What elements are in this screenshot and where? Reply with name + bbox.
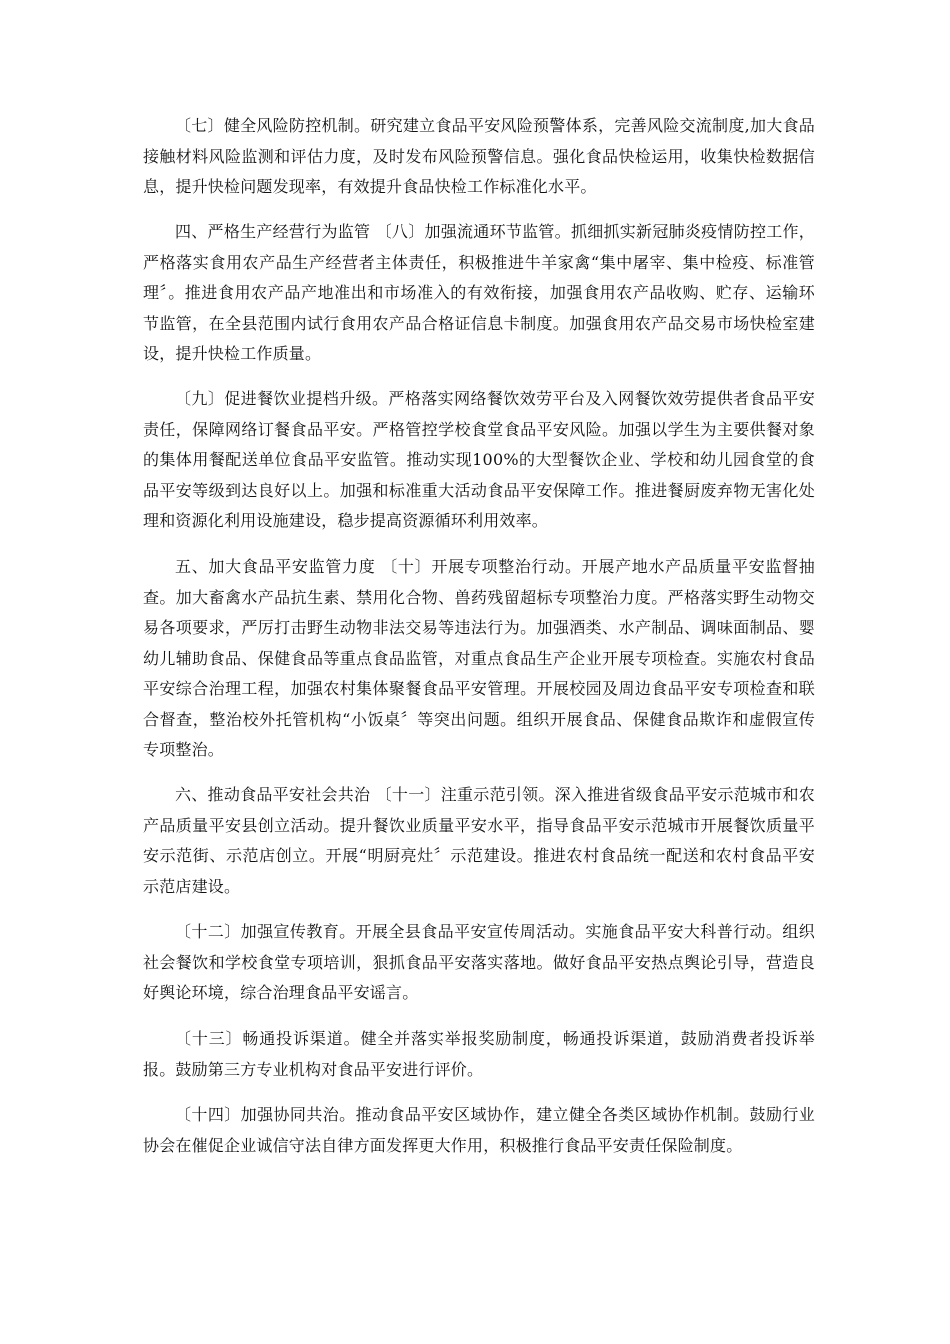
paragraph-supervision-intensity: 五、加大食品平安监管力度 〔十〕开展专项整治行动。开展产地水产品质量平安监督抽查。加大畜禽水产品抗生素、禁用化合物、兽药残留超标专项整治力度。严格落实野生动物交易各项要求，严厉打击野生动物非法交易等违法行为。加强酒类、水产制品、调味面制品、婴幼儿辅助食品、保健食品等重点食品监管，对重点食品生产企业开展专项检查。实施农村食品平安综合治理工程，加强农村集体聚餐食品平安管理。开展校园及周边食品平安专项检查和联合督查，整治校外托管机构“小饭桌〞等突出问题。组织开展食品、保健食品欺诈和虚假宣传专项整治。: [143, 557, 815, 759]
paragraph-production-supervision: 四、严格生产经营行为监管 〔八〕加强流通环节监管。抓细抓实新冠肺炎疫情防控工作，严格落实食用农产品生产经营者主体责任，积极推进牛羊家禽“集中屠宰、集中检疫、标准管理〞。推进食用农产品产地准出和市场准入的有效衔接，加强食用农产品收购、贮存、运输环节监管，在全县范围内试行食用农产品合格证信息卡制度。加强食用农产品交易市场快检室建设，提升快检工作质量。: [143, 222, 815, 363]
paragraph-complaint-channels: 〔十三〕畅通投诉渠道。健全并落实举报奖励制度，畅通投诉渠道，鼓励消费者投诉举报。鼓励第三方专业机构对食品平安进行评价。: [143, 1029, 815, 1079]
paragraph-collaborative-governance: 〔十四〕加强协同共治。推动食品平安区域协作，建立健全各类区域协作机制。鼓励行业协会在催促企业诚信守法自律方面发挥更大作用，积极推行食品平安责任保险制度。: [143, 1105, 815, 1155]
paragraph-catering-upgrade: 〔九〕促进餐饮业提档升级。严格落实网络餐饮效劳平台及入网餐饮效劳提供者食品平安责任，保障网络订餐食品平安。严格管控学校食堂食品平安风险。加强以学生为主要供餐对象的集体用餐配送单位食品平安监管。推动实现100%的大型餐饮企业、学校和幼儿园食堂的食品平安等级到达良好以上。加强和标准重大活动食品平安保障工作。推进餐厨废弃物无害化处理和资源化利用设施建设，稳步提高资源循环利用效率。: [143, 389, 815, 530]
paragraph-publicity-education: 〔十二〕加强宣传教育。开展全县食品平安宣传周活动。实施食品平安大科普行动。组织社会餐饮和学校食堂专项培训，狠抓食品平安落实落地。做好食品平安热点舆论引导，营造良好舆论环境，综合治理食品平安谣言。: [143, 922, 815, 1002]
paragraph-risk-prevention: 〔七〕健全风险防控机制。研究建立食品平安风险预警体系，完善风险交流制度,加大食品接触材料风险监测和评估力度，及时发布风险预警信息。强化食品快检运用，收集快检数据信息，提升快检问题发现率，有效提升食品快检工作标准化水平。: [143, 116, 815, 196]
paragraph-social-co-governance: 六、推动食品平安社会共治 〔十一〕注重示范引领。深入推进省级食品平安示范城市和农产品质量平安县创立活动。提升餐饮业质量平安水平，指导食品平安示范城市开展餐饮质量平安示范街、示范店创立。开展“明厨亮灶〞示范建设。推进农村食品统一配送和农村食品平安示范店建设。: [143, 785, 815, 896]
